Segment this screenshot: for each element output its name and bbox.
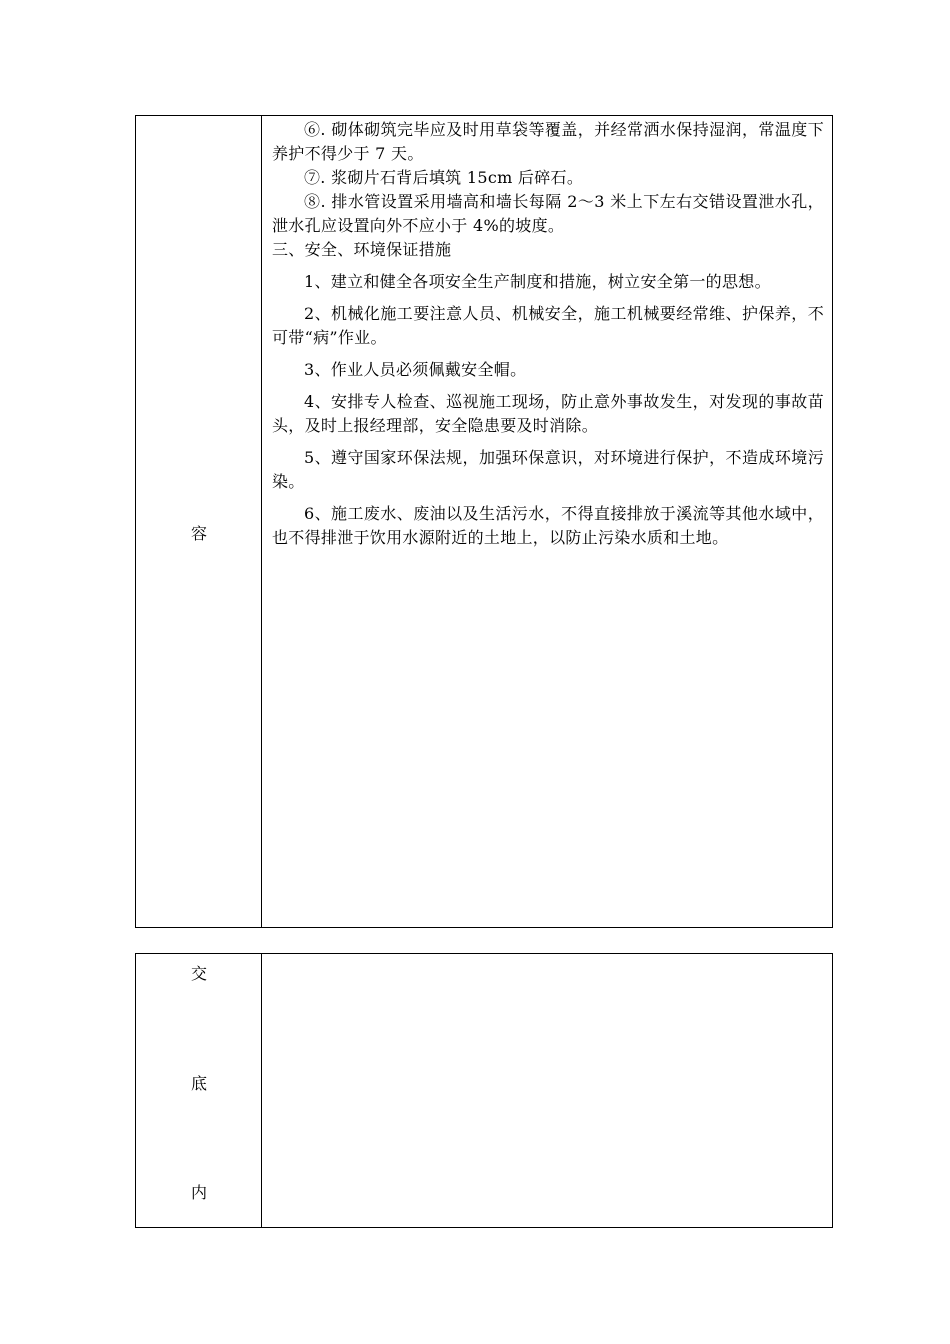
measure-paragraph-6: 6、施工废水、废油以及生活污水，不得直接排放于溪流等其他水域中，也不得排泄于饮用水源附近的土地上，以防止污染水质和土地。 xyxy=(272,504,824,547)
label-char-di: 底 xyxy=(190,1074,207,1093)
content-table-bottom xyxy=(135,953,833,1228)
step-paragraph-7: ⑦. 浆砌片石背后填筑 15cm 后碎石。 xyxy=(304,168,584,187)
measure-paragraph-4: 4、安排专人检查、巡视施工现场，防止意外事故发生，对发现的事故苗头，及时上报经理部，安全隐患要及时消除。 xyxy=(272,392,824,435)
label-char-jiao: 交 xyxy=(190,964,207,983)
content-table-top xyxy=(135,115,833,928)
step-paragraph-6: ⑥. 砌体砌筑完毕应及时用草袋等覆盖，并经常洒水保持湿润，常温度下养护不得少于 7 天。 xyxy=(272,120,824,163)
label-column-bottom xyxy=(136,954,262,1227)
step-paragraph-8: ⑧. 排水管设置采用墙高和墙长每隔 2～3 米上下左右交错设置泄水孔，泄水孔应设置向外不应小于 4%的坡度。 xyxy=(272,192,824,235)
label-char-nei: 内 xyxy=(190,1183,207,1202)
content-column-bottom xyxy=(262,954,832,1227)
label-column-top xyxy=(136,116,262,927)
measure-paragraph-5: 5、遵守国家环保法规，加强环保意识，对环境进行保护，不造成环境污染。 xyxy=(272,448,824,491)
section-heading-safety: 三、安全、环境保证措施 xyxy=(272,240,452,259)
measure-paragraph-3: 3、作业人员必须佩戴安全帽。 xyxy=(304,360,527,379)
measure-paragraph-1: 1、建立和健全各项安全生产制度和措施，树立安全第一的思想。 xyxy=(304,272,771,291)
content-column-top xyxy=(262,116,832,927)
measure-paragraph-2: 2、机械化施工要注意人员、机械安全，施工机械要经常维、护保养，不可带“病”作业。 xyxy=(272,304,824,347)
label-char-rong: 容 xyxy=(190,524,207,543)
